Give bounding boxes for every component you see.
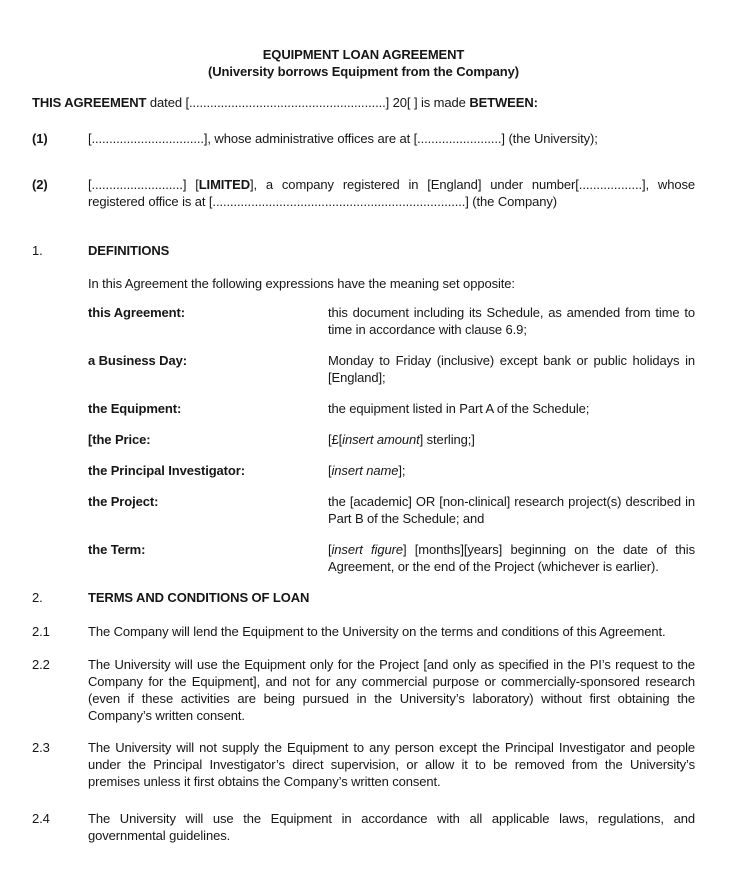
document-subtitle: (University borrows Equipment from the Company) [208, 64, 519, 79]
definition-label: [the Price: [88, 432, 151, 447]
definition-value [328, 462, 695, 479]
definition-label: the Project: [88, 494, 159, 509]
text-run: [£[ [328, 432, 343, 447]
clause-number: 2.1 [32, 624, 50, 639]
party-text [88, 130, 695, 147]
definitions-table [88, 304, 695, 575]
definition-row [88, 462, 695, 479]
clause-text: The University will use the Equipment in accordance with all applicable laws, regulations, and governmental guidelines. [88, 811, 695, 843]
party-number: (2) [32, 177, 48, 192]
definition-row [88, 304, 695, 338]
section-number: 2. [32, 590, 43, 605]
document-title: EQUIPMENT LOAN AGREEMENT [262, 47, 465, 62]
definition-value [328, 400, 695, 417]
definition-row [88, 541, 695, 575]
text-run: BETWEEN: [469, 95, 538, 110]
text-run: ], a company registered in [England] under number[..................], whose registered office is at [........................................................................] (the Company) [88, 177, 695, 209]
text-run: insert figure [331, 542, 403, 557]
text-run: ] [months][years] beginning on the date of this Agreement, or the end of the Project (whichever is earlier). [328, 542, 695, 574]
definition-row [88, 352, 695, 386]
party-text [88, 176, 695, 210]
section-number: 1. [32, 243, 43, 258]
text-run: insert name [331, 463, 399, 478]
section-title: DEFINITIONS [88, 243, 170, 258]
definition-label: the Principal Investigator: [88, 463, 245, 478]
definition-label: a Business Day: [88, 353, 187, 368]
section-title: TERMS AND CONDITIONS OF LOAN [88, 590, 310, 605]
text-run: [ [328, 542, 332, 557]
definition-label: this Agreement: [88, 305, 185, 320]
clause-number: 2.2 [32, 657, 50, 672]
clause-text: The University will use the Equipment only for the Project [and only as specified in the PI’s request to the Company for the Equipment], and not for any commercial purpose or commercially-sponsored research (even if these activities are being pursued in the University’s laboratory) without first obtaining the Company’s written consent. [88, 657, 695, 723]
definition-value [328, 493, 695, 527]
clause-row [32, 623, 695, 640]
text-run: the [academic] OR [non-clinical] research project(s) described in Part B of the Schedule; and [328, 494, 695, 526]
clause-row [32, 739, 695, 790]
definition-label: the Term: [88, 542, 146, 557]
section-heading-terms [32, 589, 695, 606]
clause-text: The Company will lend the Equipment to the University on the terms and conditions of this Agreement. [88, 624, 666, 639]
text-run: Monday to Friday (inclusive) except bank or public holidays in [England]; [328, 353, 695, 385]
definition-value [328, 304, 695, 338]
title-block [32, 46, 695, 80]
intro-clause [32, 94, 695, 111]
definition-row [88, 400, 695, 417]
clause-number: 2.4 [32, 811, 50, 826]
clause-number: 2.3 [32, 740, 50, 755]
text-run: ] sterling;] [419, 432, 475, 447]
text-run: LIMITED [198, 177, 251, 192]
definition-row [88, 431, 695, 448]
clause-row [32, 656, 695, 724]
text-run: ]; [398, 463, 406, 478]
text-run: dated [........................................................] 20[ ] is made [146, 95, 470, 110]
text-run: insert amount [342, 432, 420, 447]
text-run: [..........................] [ [88, 177, 199, 192]
party-number: (1) [32, 131, 48, 146]
text-run: the equipment listed in Part A of the Schedule; [328, 401, 590, 416]
clause-text: The University will not supply the Equipment to any person except the Principal Investigator and people under the Principal Investigator’s direct supervision, or allow it to be removed from the University’s premises unless it first obtains the Company’s written consent. [88, 740, 695, 789]
definition-value [328, 352, 695, 386]
definition-value [328, 431, 695, 448]
text-run: [ [328, 463, 332, 478]
definitions-intro: In this Agreement the following expressions have the meaning set opposite: [88, 276, 515, 291]
text-run: this document including its Schedule, as amended from time to time in accordance with clause 6.9; [328, 305, 695, 337]
text-run: THIS AGREEMENT [32, 95, 147, 110]
party-row-1 [32, 130, 695, 147]
party-row-2 [32, 176, 695, 210]
definition-row [88, 493, 695, 527]
definition-value [328, 541, 695, 575]
text-run: [................................], whose administrative offices are at [........................] (the University); [88, 131, 598, 146]
clause-row [32, 810, 695, 844]
definition-label: the Equipment: [88, 401, 182, 416]
section-heading-definitions [32, 242, 695, 259]
